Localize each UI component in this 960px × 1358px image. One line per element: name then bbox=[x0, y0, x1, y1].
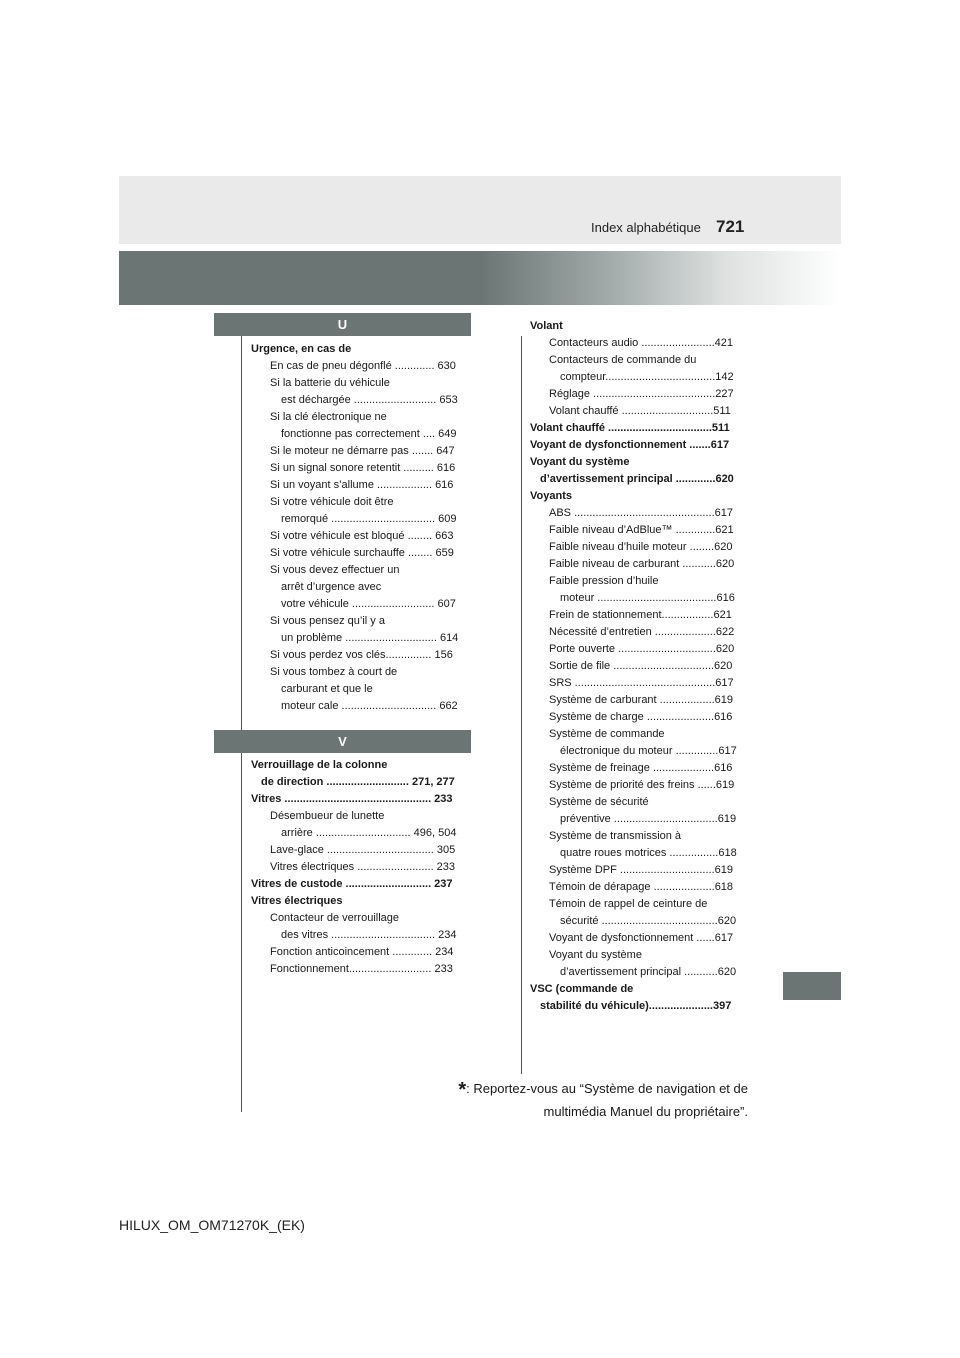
index-entry: Sortie de file .................................620 bbox=[549, 660, 733, 672]
letter-header-v: V bbox=[214, 730, 471, 753]
footnote-star: * bbox=[458, 1079, 467, 1101]
index-entry: ABS ..............................................617 bbox=[549, 507, 734, 519]
index-entry: sécurité ......................................620 bbox=[560, 915, 737, 927]
index-section-v bbox=[251, 757, 471, 978]
index-entry: VSC (commande de bbox=[530, 983, 634, 995]
index-entry: Si vous tombez à court de bbox=[270, 666, 398, 678]
index-entry: Lave-glace ................................... 305 bbox=[270, 844, 456, 856]
index-entry: Fonction anticoincement ............. 234 bbox=[270, 946, 454, 958]
index-entry: Vitres électriques ......................... 233 bbox=[270, 861, 456, 873]
index-entry: Système DPF ...............................619 bbox=[549, 864, 733, 876]
chapter-tab bbox=[783, 972, 841, 1000]
index-entry: Frein de stationnement.................621 bbox=[549, 609, 732, 621]
index-entry: de direction ........................... 271, 277 bbox=[261, 776, 455, 788]
index-entry: Si votre véhicule est bloqué ........ 663 bbox=[270, 530, 454, 542]
index-entry: remorqué .................................. 609 bbox=[281, 513, 457, 525]
index-entry: Système de priorité des freins ......619 bbox=[549, 779, 735, 791]
index-entry: carburant et que le bbox=[281, 683, 373, 695]
index-entry: moteur .......................................616 bbox=[560, 592, 735, 604]
index-entry: Nécessité d’entretien ....................622 bbox=[549, 626, 735, 638]
index-entry: un problème .............................. 614 bbox=[281, 632, 459, 644]
footnote-line1: : Reportez-vous au “Système de navigation et de bbox=[466, 1081, 748, 1096]
index-entry: Volant bbox=[530, 320, 563, 332]
index-entry: Voyant de dysfonctionnement .......617 bbox=[530, 439, 730, 451]
index-column-right bbox=[530, 318, 750, 1015]
index-entry: moteur cale ............................... 662 bbox=[281, 700, 458, 712]
index-entry: Système de sécurité bbox=[549, 796, 649, 808]
index-entry: Si un voyant s’allume .................. 616 bbox=[270, 479, 454, 491]
header-gradient-bar bbox=[119, 251, 841, 305]
index-entry: des vitres .................................. 234 bbox=[281, 929, 457, 941]
index-entry: Contacteurs de commande du bbox=[549, 354, 697, 366]
index-entry: votre véhicule ........................... 607 bbox=[281, 598, 456, 610]
index-entry: Si le moteur ne démarre pas ....... 647 bbox=[270, 445, 455, 457]
index-entry: arrêt d’urgence avec bbox=[281, 581, 382, 593]
index-entry: Système de transmission à bbox=[549, 830, 682, 842]
right-column-divider bbox=[521, 336, 522, 1074]
index-entry: préventive ..................................619 bbox=[560, 813, 737, 825]
index-entry: compteur....................................142 bbox=[560, 371, 734, 383]
index-entry: Contacteurs audio ........................421 bbox=[549, 337, 734, 349]
index-entry: Témoin de rappel de ceinture de bbox=[549, 898, 708, 910]
index-entry: d’avertissement principal .............620 bbox=[540, 473, 734, 485]
index-entry: stabilité du véhicule).....................397 bbox=[540, 1000, 732, 1012]
index-entry: Désembueur de lunette bbox=[270, 810, 385, 822]
footnote bbox=[437, 1078, 748, 1123]
index-entry: Si vous perdez vos clés............... 156 bbox=[270, 649, 453, 661]
index-entry: Faible niveau d’AdBlue™ .............621 bbox=[549, 524, 734, 536]
page-number: 721 bbox=[716, 217, 745, 236]
section-title: Index alphabétique bbox=[591, 220, 701, 235]
index-section-u bbox=[251, 341, 471, 715]
index-entry: Si la clé électronique ne bbox=[270, 411, 387, 423]
index-entry: Si la batterie du véhicule bbox=[270, 377, 390, 389]
index-entry: Vitres ................................................ 233 bbox=[251, 793, 453, 805]
index-entry: Faible niveau d’huile moteur ........620 bbox=[549, 541, 733, 553]
left-column-divider bbox=[241, 336, 242, 1112]
index-entry: Si vous pensez qu’il y a bbox=[270, 615, 385, 627]
index-entry: d’avertissement principal ...........620 bbox=[560, 966, 737, 978]
index-entry: Système de charge ......................616 bbox=[549, 711, 733, 723]
index-entry: Si votre véhicule doit être bbox=[270, 496, 394, 508]
index-entry: Faible niveau de carburant ...........620 bbox=[549, 558, 735, 570]
document-code: HILUX_OM_OM71270K_(EK) bbox=[119, 1217, 305, 1233]
index-entry: Vitres de custode ............................ 237 bbox=[251, 878, 453, 890]
index-entry: électronique du moteur ..............617 bbox=[560, 745, 737, 757]
index-entry: Si vous devez effectuer un bbox=[270, 564, 400, 576]
index-entry: Voyant de dysfonctionnement ......617 bbox=[549, 932, 734, 944]
index-entry: Volant chauffé ..................................511 bbox=[530, 422, 730, 434]
index-entry: Vitres électriques bbox=[251, 895, 343, 907]
index-entry: Voyant du système bbox=[549, 949, 642, 961]
index-entry: Réglage ........................................227 bbox=[549, 388, 734, 400]
index-entry: Faible pression d’huile bbox=[549, 575, 659, 587]
index-entry: Porte ouverte ................................620 bbox=[549, 643, 735, 655]
index-entry: fonctionne pas correctement .... 649 bbox=[281, 428, 457, 440]
index-entry: Fonctionnement........................... 233 bbox=[270, 963, 453, 975]
footnote-line2: multimédia Manuel du propriétaire”. bbox=[543, 1104, 748, 1119]
index-entry: SRS ..............................................617 bbox=[549, 677, 734, 689]
index-entry: est déchargée ........................... 653 bbox=[281, 394, 458, 406]
index-entry: arrière ............................... 496, 504 bbox=[281, 827, 457, 839]
index-entry: Témoin de dérapage ....................618 bbox=[549, 881, 734, 893]
index-entry: Verrouillage de la colonne bbox=[251, 759, 388, 771]
index-entry: Voyants bbox=[530, 490, 572, 502]
index-entry: Si votre véhicule surchauffe ........ 659 bbox=[270, 547, 454, 559]
index-entry: Si un signal sonore retentit .......... 616 bbox=[270, 462, 456, 474]
index-entry: Volant chauffé ..............................511 bbox=[549, 405, 731, 417]
index-entry: Contacteur de verrouillage bbox=[270, 912, 400, 924]
index-entry: Système de carburant ..................619 bbox=[549, 694, 734, 706]
index-entry: Système de freinage ....................616 bbox=[549, 762, 733, 774]
index-entry: Urgence, en cas de bbox=[251, 343, 352, 355]
index-entry: En cas de pneu dégonflé ............. 630 bbox=[270, 360, 456, 372]
letter-header-u: U bbox=[214, 313, 471, 336]
index-entry: Voyant du système bbox=[530, 456, 630, 468]
index-entry: Système de commande bbox=[549, 728, 665, 740]
index-entry: quatre roues motrices ................618 bbox=[560, 847, 737, 859]
